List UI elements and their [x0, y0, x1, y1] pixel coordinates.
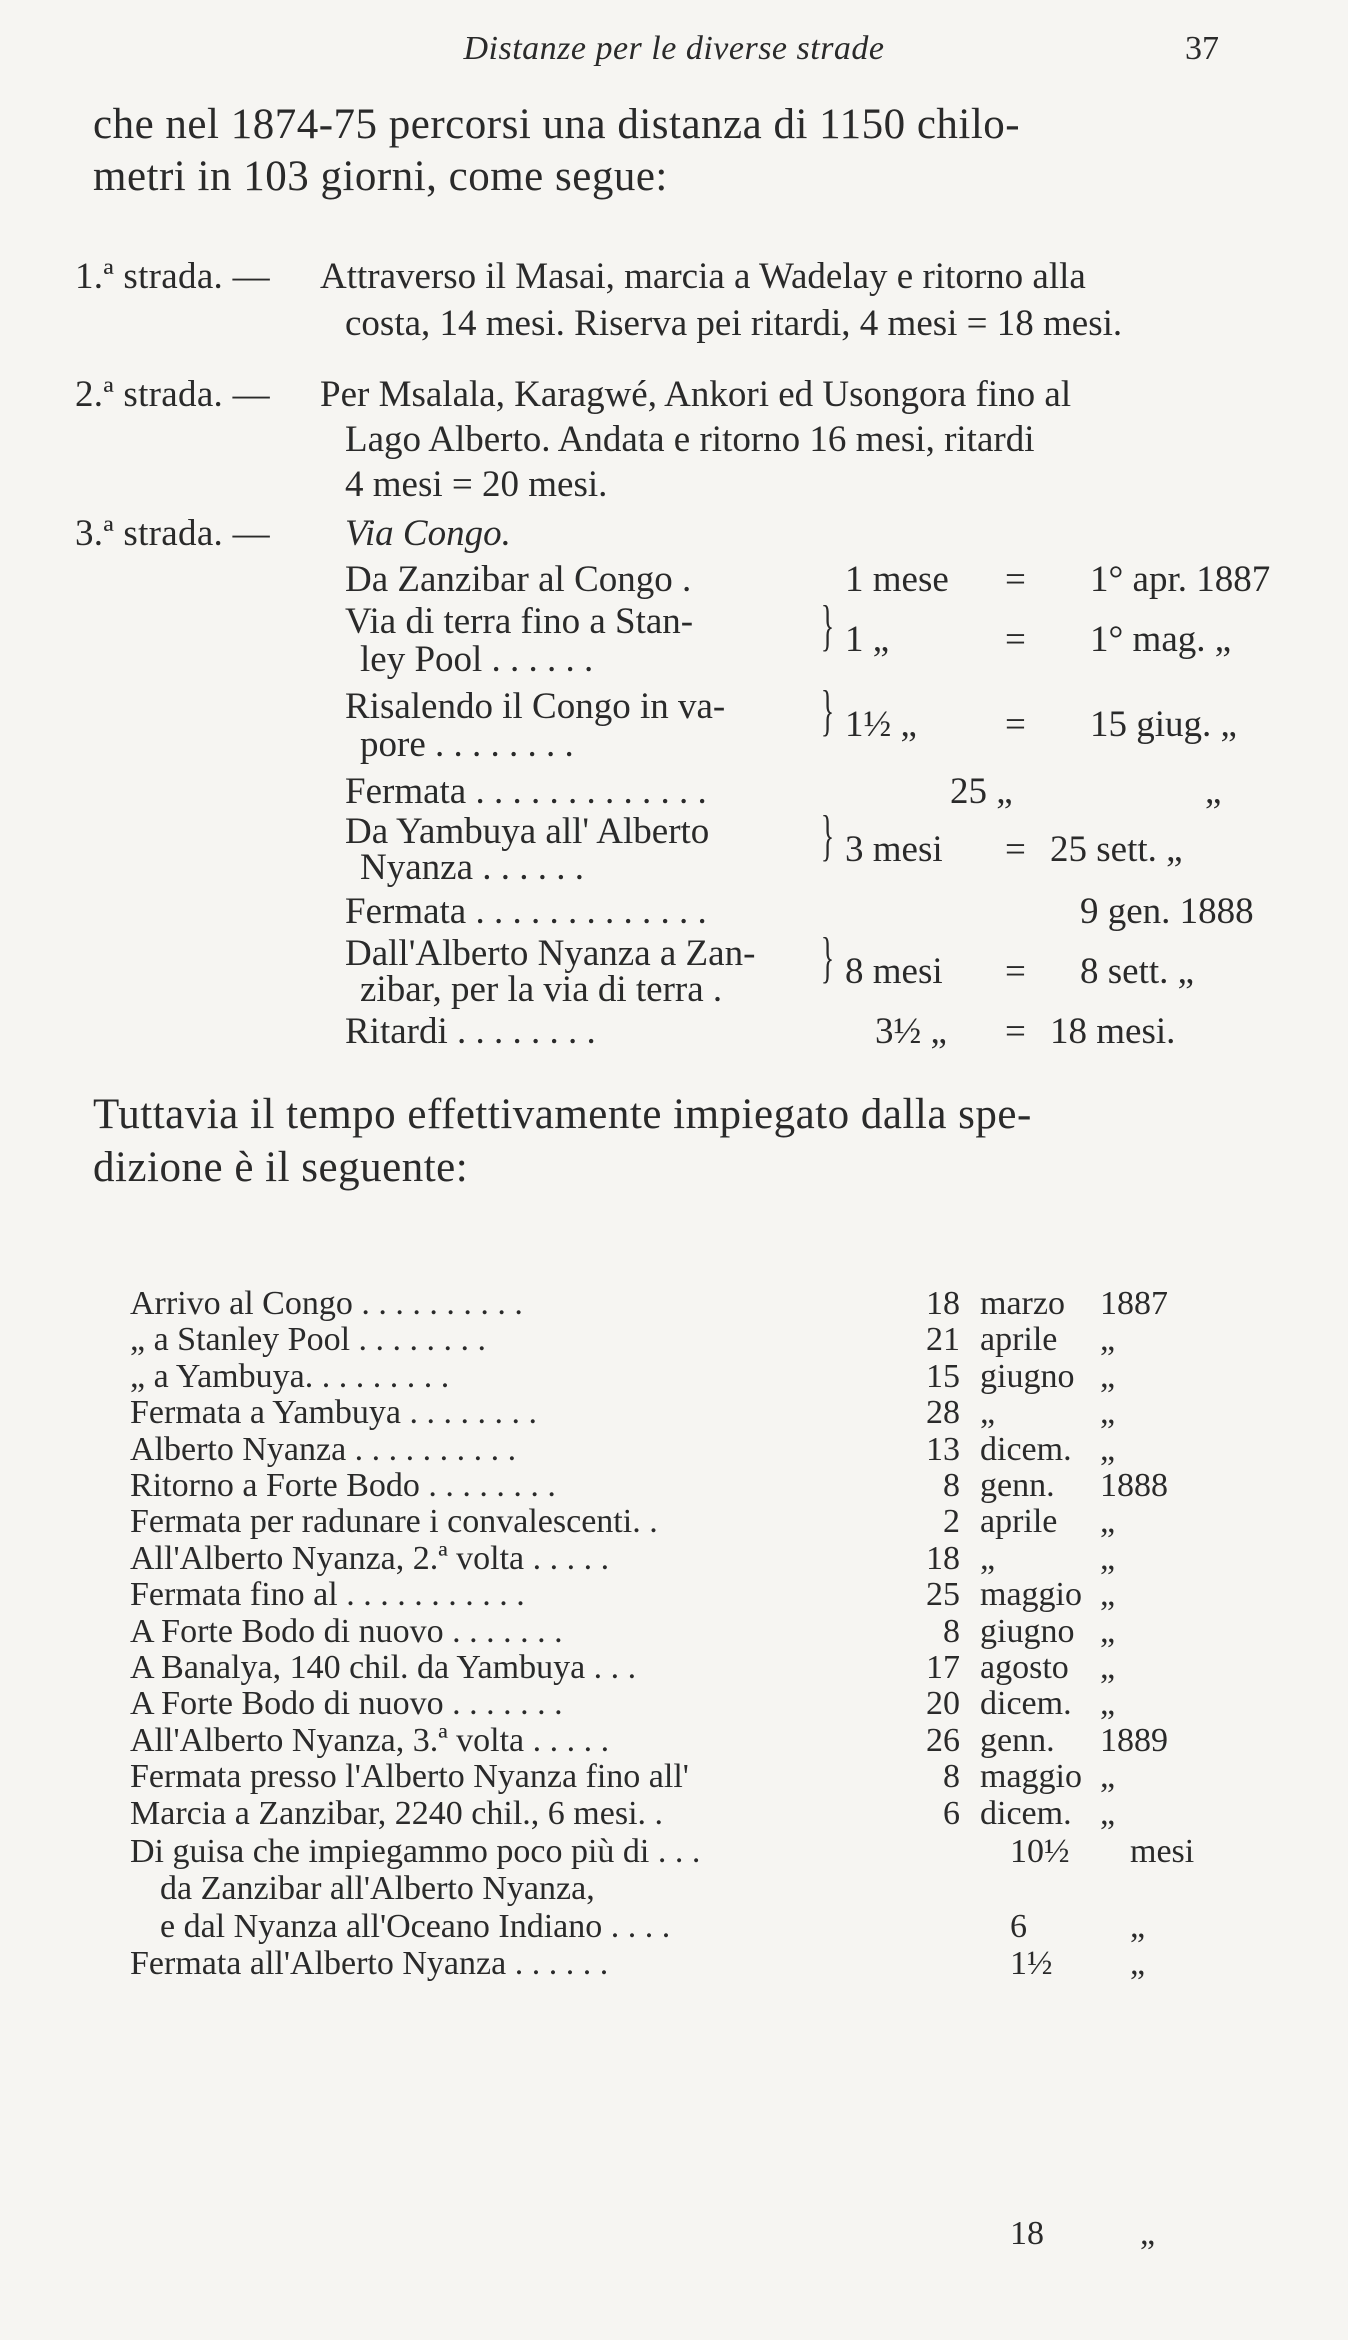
congo-row-8-label: Ritardi . . . . . . . . — [345, 1011, 596, 1052]
itinerary-row-year: „ — [1100, 1685, 1116, 1723]
strada-2-line-2: Lago Alberto. Andata e ritorno 16 mesi, ritardi — [345, 419, 1035, 460]
congo-row-5-label-a: Da Yambuya all' Alberto — [345, 811, 710, 852]
itinerary-row-day: 28 — [926, 1394, 960, 1432]
congo-row-3-eq: = — [1005, 704, 1026, 745]
congo-row-7-eq: = — [1005, 951, 1026, 992]
itinerary-row-month: giugno — [980, 1357, 1075, 1395]
itinerary-row-month: „ — [980, 1539, 996, 1577]
itinerary-row-year: „ — [1100, 1539, 1116, 1577]
itinerary-row-year: „ — [1100, 1357, 1116, 1395]
summary-row-unit: „ — [1130, 1908, 1146, 1945]
summary-row-value: 1½ — [1010, 1945, 1053, 1982]
itinerary-row-day: 25 — [926, 1576, 960, 1614]
itinerary-row-day: 15 — [926, 1357, 960, 1395]
summary-row-label: Fermata all'Alberto Nyanza . . . . . . — [130, 1945, 609, 1982]
congo-row-4-label: Fermata . . . . . . . . . . . . . — [345, 771, 707, 812]
summary-row-value: 6 — [1010, 1908, 1027, 1945]
itinerary-row-day: 21 — [926, 1321, 960, 1359]
itinerary-row-year: „ — [1100, 1758, 1116, 1796]
itinerary-row-day: 26 — [926, 1721, 960, 1759]
intro-line-1: che nel 1874-75 percorsi una distanza di 1150 chilo- — [93, 101, 1021, 148]
congo-row-6-date: 9 gen. 1888 — [1080, 891, 1254, 932]
strada-3-line-1: Via Congo. — [345, 513, 511, 554]
itinerary-row-day: 8 — [943, 1612, 960, 1650]
itinerary-row-label: Ritorno a Forte Bodo . . . . . . . . — [130, 1467, 556, 1504]
tuttavia-line-2: dizione è il seguente: — [93, 1144, 469, 1191]
congo-row-2-eq: = — [1005, 619, 1026, 660]
itinerary-row-year: „ — [1100, 1612, 1116, 1650]
congo-row-6-label: Fermata . . . . . . . . . . . . . — [345, 891, 707, 932]
itinerary-row-month: maggio — [980, 1576, 1082, 1614]
congo-row-1-duration: 1 mese — [845, 559, 949, 600]
itinerary-row-label: All'Alberto Nyanza, 3.ª volta . . . . . — [130, 1721, 610, 1759]
totale-value: 18 — [1010, 2215, 1044, 2252]
strada-2-line-3: 4 mesi = 20 mesi. — [345, 464, 608, 505]
congo-row-8-duration: 3½ „ — [875, 1011, 947, 1052]
itinerary-row-year: „ — [1100, 1394, 1116, 1432]
strada-2-line-1: Per Msalala, Karagwé, Ankori ed Usongora fino al — [320, 374, 1072, 415]
itinerary-row-month: aprile — [980, 1321, 1058, 1359]
congo-row-2-label-a: Via di terra fino a Stan- — [345, 601, 694, 642]
congo-row-3-label-a: Risalendo il Congo in va- — [345, 686, 726, 727]
itinerary-row-label: Fermata per radunare i convalescenti. . — [130, 1503, 658, 1541]
strada-1-line-1: Attraverso il Masai, marcia a Wadelay e ritorno alla — [320, 256, 1086, 297]
itinerary-row-month: dicem. — [980, 1794, 1072, 1832]
itinerary-row-year: „ — [1100, 1649, 1116, 1686]
itinerary-row-month: marzo — [980, 1285, 1065, 1322]
congo-row-7-duration: 8 mesi — [845, 951, 943, 992]
itinerary-row-year: 1889 — [1100, 1721, 1168, 1759]
itinerary-row-label: A Banalya, 140 chil. da Yambuya . . . — [130, 1649, 637, 1686]
page-number: 37 — [1185, 30, 1219, 67]
itinerary-row-month: giugno — [980, 1612, 1075, 1650]
congo-row-5-duration: 3 mesi — [845, 829, 943, 870]
itinerary-row-label: Fermata presso l'Alberto Nyanza fino all' — [130, 1758, 689, 1796]
itinerary-row-month: aprile — [980, 1503, 1058, 1541]
itinerary-row-label: „ a Yambuya. . . . . . . . . — [130, 1357, 450, 1395]
itinerary-row-label: All'Alberto Nyanza, 2.ª volta . . . . . — [130, 1539, 610, 1577]
congo-row-3-duration: 1½ „ — [845, 704, 917, 745]
itinerary-row-label: Alberto Nyanza . . . . . . . . . . — [130, 1430, 517, 1468]
itinerary-row-year: „ — [1100, 1576, 1116, 1614]
itinerary-row-label: A Forte Bodo di nuovo . . . . . . . — [130, 1612, 563, 1650]
congo-row-1-date: 1° apr. 1887 — [1090, 559, 1271, 600]
summary-row-unit: „ — [1130, 1945, 1146, 1982]
strada-3-label: 3.ª strada. — — [75, 513, 270, 554]
itinerary-row-label: „ a Stanley Pool . . . . . . . . — [130, 1321, 487, 1359]
brace-row-5: } — [820, 805, 835, 867]
itinerary-row-label: Fermata a Yambuya . . . . . . . . — [130, 1394, 538, 1432]
congo-row-2-duration: 1 „ — [845, 619, 890, 660]
itinerary-row-month: dicem. — [980, 1685, 1072, 1723]
itinerary-row-month: maggio — [980, 1758, 1082, 1796]
congo-row-4-duration: 25 „ — [950, 771, 1013, 812]
congo-row-5-eq: = — [1005, 829, 1026, 870]
congo-row-7-label-b: zibar, per la via di terra . — [360, 969, 723, 1010]
itinerary-row-year: 1888 — [1100, 1467, 1168, 1504]
congo-row-3-label-b: pore . . . . . . . . — [360, 724, 574, 765]
itinerary-row-day: 17 — [926, 1649, 960, 1686]
congo-row-7-label-a: Dall'Alberto Nyanza a Zan- — [345, 933, 756, 974]
itinerary-row-month: genn. — [980, 1467, 1055, 1504]
itinerary-row-label: A Forte Bodo di nuovo . . . . . . . — [130, 1685, 563, 1723]
itinerary-row-year: „ — [1100, 1321, 1116, 1359]
intro-line-2: metri in 103 giorni, come segue: — [93, 153, 668, 200]
itinerary-row-month: „ — [980, 1394, 996, 1432]
itinerary-row-day: 6 — [943, 1794, 960, 1832]
strada-2-label: 2.ª strada. — — [75, 374, 270, 415]
itinerary-row-day: 20 — [926, 1685, 960, 1723]
running-header-title: Distanze per le diverse strade — [463, 30, 885, 67]
strada-1-label: 1.ª strada. — — [75, 256, 270, 297]
congo-row-3-date: 15 giug. „ — [1090, 704, 1237, 745]
summary-row-unit: mesi — [1130, 1833, 1195, 1870]
brace-row-3: } — [820, 680, 835, 742]
summary-row-label: e dal Nyanza all'Oceano Indiano . . . . — [160, 1908, 671, 1945]
itinerary-row-label: Fermata fino al . . . . . . . . . . . — [130, 1576, 525, 1614]
congo-row-5-label-b: Nyanza . . . . . . — [360, 847, 584, 888]
summary-row-value: 10½ — [1010, 1833, 1070, 1870]
congo-row-8-date: 18 mesi. — [1050, 1011, 1176, 1052]
summary-row-label: Di guisa che impiegammo poco più di . . . — [130, 1833, 701, 1870]
itinerary-row-day: 2 — [943, 1503, 960, 1541]
congo-row-2-label-b: ley Pool . . . . . . — [360, 639, 594, 680]
brace-row-7: } — [820, 927, 835, 989]
itinerary-row-year: „ — [1100, 1430, 1116, 1468]
itinerary-row-day: 18 — [926, 1539, 960, 1577]
itinerary-row-day: 8 — [943, 1758, 960, 1796]
congo-row-1-label: Da Zanzibar al Congo . — [345, 559, 692, 600]
congo-row-7-date: 8 sett. „ — [1080, 951, 1195, 992]
strada-1-line-2: costa, 14 mesi. Riserva pei ritardi, 4 mesi = 18 mesi. — [345, 303, 1123, 344]
tuttavia-line-1: Tuttavia il tempo effettivamente impiegato dalla spe- — [93, 1091, 1032, 1138]
summary-row-label: da Zanzibar all'Alberto Nyanza, — [160, 1870, 595, 1907]
itinerary-row-year: 1887 — [1100, 1285, 1168, 1322]
brace-row-2: } — [820, 595, 835, 657]
congo-row-5-date: 25 sett. „ — [1050, 829, 1183, 870]
totale-unit: „ — [1140, 2215, 1156, 2252]
itinerary-row-day: 18 — [926, 1285, 960, 1322]
congo-row-4-date: „ — [1205, 771, 1222, 812]
itinerary-row-year: „ — [1100, 1503, 1116, 1541]
itinerary-row-month: agosto — [980, 1649, 1069, 1686]
itinerary-row-month: genn. — [980, 1721, 1055, 1759]
itinerary-row-label: Arrivo al Congo . . . . . . . . . . — [130, 1285, 523, 1322]
congo-row-8-eq: = — [1005, 1011, 1026, 1052]
itinerary-row-month: dicem. — [980, 1430, 1072, 1468]
itinerary-row-day: 13 — [926, 1430, 960, 1468]
itinerary-row-day: 8 — [943, 1467, 960, 1504]
congo-row-2-date: 1° mag. „ — [1090, 619, 1232, 660]
congo-row-1-eq: = — [1005, 559, 1026, 600]
itinerary-row-label: Marcia a Zanzibar, 2240 chil., 6 mesi. . — [130, 1794, 664, 1832]
itinerary-row-year: „ — [1100, 1794, 1116, 1832]
